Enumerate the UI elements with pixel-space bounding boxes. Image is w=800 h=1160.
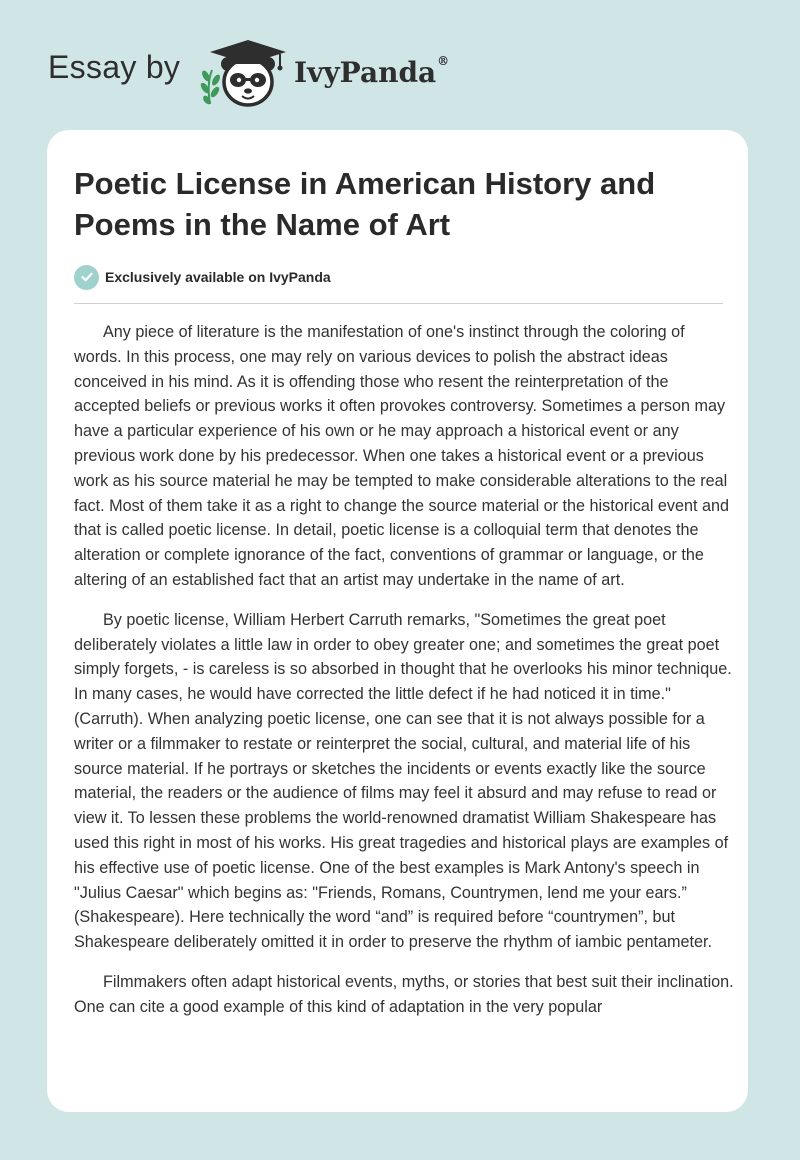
laurel-branch-icon — [199, 69, 221, 105]
site-header — [0, 0, 800, 130]
divider — [74, 303, 723, 304]
essay-card — [47, 130, 748, 1112]
brand-name[interactable] — [294, 56, 449, 89]
paragraph: By poetic license, William Herbert Carruth remarks, "Sometimes the great poet deliberately violates a little law in order to obey greater one; and sometimes the great poet simply forgets, - is careless is so absorbed in thought that he overlooks his minor technique. In many cases, he would have corrected the little defect if he had noticed it in time." (Carruth). When analyzing poetic license, one can see that it is not always possible for a writer or a filmmaker to restate or reinterpret the social, cultural, and material life of his source material. If he portrays or sketches the incidents or events exactly like the source material, the readers or the audience of films may feel it absurd and may refuse to read or view it. To lessen these problems the world-renowned dramatist William Shakespeare has used this right in most of his works. His great tragedies and historical plays are examples of his effective use of poetic license. One of the best examples is Mark Antony's speech in "Julius Caesar" which begins as: "Friends, Romans, Countrymen, lend me your ears.” (Shakespeare). Here technically the word “and” is required before “countrymen”, but Shakespeare deliberately omitted it in order to preserve the rhythm of iambic pentameter. — [74, 610, 732, 952]
paragraph: Filmmakers often adapt historical events, myths, or stories that best suit their inclination. One can cite a good example of this kind of adaptation in the very popular — [74, 972, 734, 1016]
brand-name-text: IvyPanda — [294, 56, 437, 89]
registered-mark: ® — [437, 54, 450, 68]
page-title: Poetic License in American History and Poems in the Name of Art — [74, 166, 656, 242]
essay-by-label: Essay by — [48, 49, 181, 85]
exclusive-badge — [74, 264, 331, 290]
badge-label: Exclusively available on IvyPanda — [105, 269, 331, 285]
checkmark-icon — [74, 265, 99, 290]
article-body — [74, 320, 734, 1035]
panda-graduate-logo[interactable] — [198, 34, 290, 110]
paragraph: Any piece of literature is the manifestation of one's instinct through the coloring of words. In this process, one may rely on various devices to polish the abstract ideas conceived in his mind. As it is offending those who resent the reinterpretation of the accepted beliefs or previous works it often provokes controversy. Sometimes a person may have a particular experience of his own or he may approach a historical event or any previous work done by his predecessor. When one takes a historical event or a previous work as his source material he may be tempted to make considerable alterations to the real fact. Most of them take it as a right to change the source material or the historical event and that is called poetic license. In detail, poetic license is a colloquial term that denotes the alteration or complete ignorance of the fact, conventions of grammar or language, or the altering of an established fact that an artist may undertake in the name of art. — [74, 323, 730, 589]
